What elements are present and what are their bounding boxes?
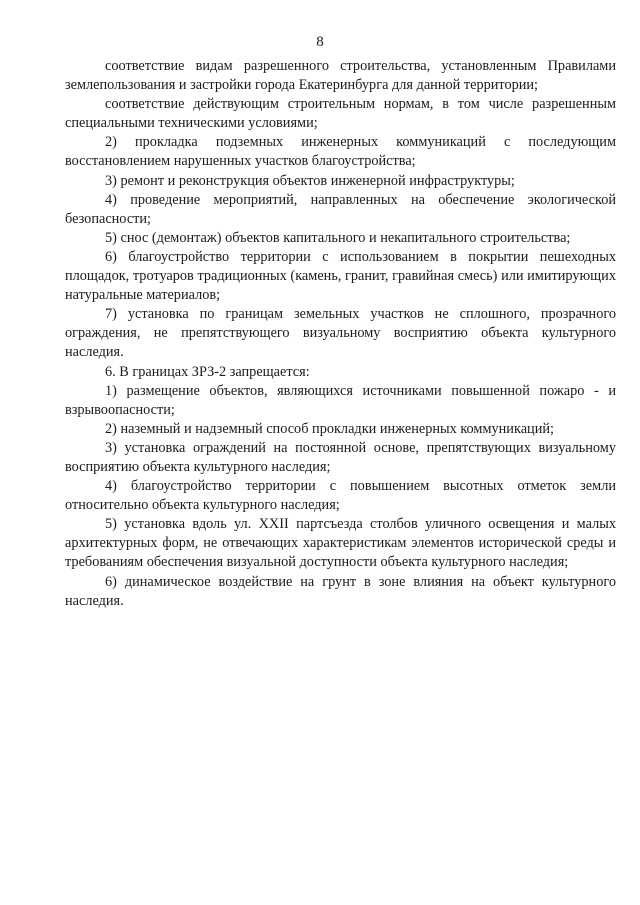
paragraph-permitted-use: соответствие видам разрешенного строительства, установленным Правилами землепользования и застройки города Екатеринбурга для данной территории;: [65, 58, 616, 94]
paragraph-item-6-landscaping: 6) благоустройство территории с использованием в покрытии пешеходных площадок, тротуаров традиционных (камень, гранит, гравийная смесь) или имитирующих натуральные материалов;: [65, 248, 616, 304]
paragraph-building-norms: соответствие действующим строительным нормам, в том числе разрешенным специальными техническими условиями;: [65, 96, 616, 132]
document-body: [65, 57, 616, 611]
paragraph-prohibited-3-fences: 3) установка ограждений на постоянной основе, препятствующих визуальному восприятию объекта культурного наследия;: [65, 439, 616, 475]
paragraph-item-3-repair: 3) ремонт и реконструкция объектов инженерной инфраструктуры;: [105, 172, 515, 189]
paragraph-prohibited-1-fire-hazard: 1) размещение объектов, являющихся источниками повышенной пожаро - и взрывоопасности;: [65, 382, 616, 418]
paragraph-item-7-fencing: 7) установка по границам земельных участков не сплошного, прозрачного ограждения, не препятствующего визуальному восприятию объекта культурного наследия.: [65, 306, 616, 361]
paragraph-prohibited-6-vibration: 6) динамическое воздействие на грунт в зоне влияния на объект культурного наследия.: [65, 573, 616, 609]
paragraph-prohibited-5-lighting: 5) установка вдоль ул. XXII партсъезда столбов уличного освещения и малых архитектурных форм, не отвечающих характеристикам элементов исторической среды и требованиям обеспечения визуальной доступности объекта культурного наследия;: [65, 516, 616, 571]
paragraph-prohibited-2-overground: 2) наземный и надземный способ прокладки инженерных коммуникаций;: [105, 420, 554, 437]
paragraph-prohibited-4-elevation: 4) благоустройство территории с повышением высотных отметок земли относительно объекта культурного наследия;: [65, 478, 616, 514]
section-heading-zrz2-prohibited: 6. В границах ЗРЗ-2 запрещается:: [105, 363, 310, 380]
page-number: 8: [316, 34, 324, 50]
paragraph-item-4-ecology: 4) проведение мероприятий, направленных на обеспечение экологической безопасности;: [65, 191, 616, 227]
paragraph-item-5-demolition: 5) снос (демонтаж) объектов капитального и некапитального строительства;: [105, 229, 571, 246]
paragraph-item-2-underground: 2) прокладка подземных инженерных коммуникаций с последующим восстановлением нарушенных участков благоустройства;: [65, 134, 616, 170]
